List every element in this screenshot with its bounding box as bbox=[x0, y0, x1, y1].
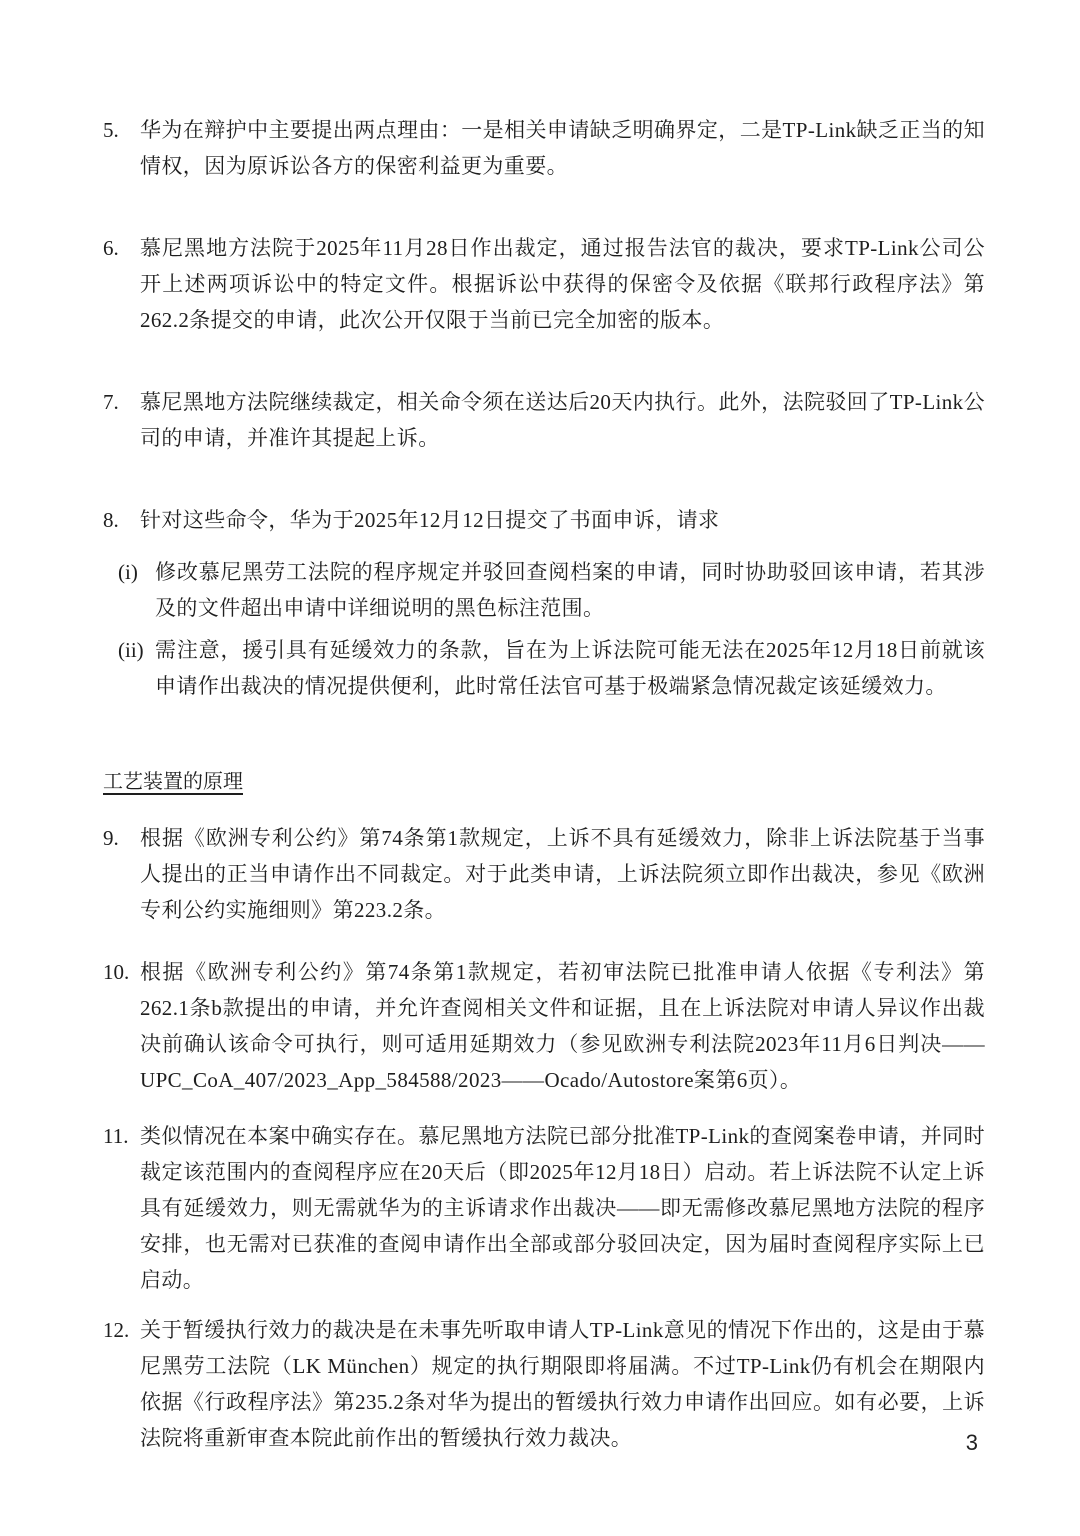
sub-item-ii bbox=[103, 632, 985, 704]
item-text: 根据《欧洲专利公约》第74条第1款规定，若初审法院已批准申请人依据《专利法》第262.1条b款提出的申请，并允许查阅相关文件和证据，且在上诉法院对申请人异议作出裁决前确认该命令可执行，则可适用延期效力（参见欧洲专利法院2023年11月6日判决——UPC_CoA_407/2023_App_584588/2023——Ocado/Autostore案第6页）。 bbox=[140, 960, 985, 1092]
item-text: 针对这些命令，华为于2025年12月12日提交了书面申诉，请求 bbox=[140, 508, 720, 532]
item-number: 7. bbox=[103, 390, 119, 414]
list-item-7 bbox=[103, 384, 985, 456]
sub-item-i bbox=[103, 554, 985, 626]
item-text: 类似情况在本案中确实存在。慕尼黑地方法院已部分批准TP-Link的查阅案卷申请，并同时裁定该范围内的查阅程序应在20天后（即2025年12月18日）启动。若上诉法院不认定上诉具有延缓效力，则无需就华为的主诉请求作出裁决——即无需修改慕尼黑地方法院的程序安排，也无需对已获准的查阅申请作出全部或部分驳回决定，因为届时查阅程序实际上已启动。 bbox=[140, 1124, 985, 1292]
item-number: 9. bbox=[103, 826, 119, 850]
list-item-10 bbox=[103, 954, 985, 1098]
section-heading: 工艺装置的原理 bbox=[103, 771, 243, 793]
sub-item-number: (i) bbox=[118, 560, 138, 584]
sub-item-text: 修改慕尼黑劳工法院的程序规定并驳回查阅档案的申请，同时协助驳回该申请，若其涉及的文件超出申请中详细说明的黑色标注范围。 bbox=[155, 560, 985, 620]
item-number: 8. bbox=[103, 508, 119, 532]
sub-item-text: 需注意，援引具有延缓效力的条款，旨在为上诉法院可能无法在2025年12月18日前就该申请作出裁决的情况提供便利，此时常任法官可基于极端紧急情况裁定该延缓效力。 bbox=[155, 638, 985, 698]
item-text: 慕尼黑地方法院于2025年11月28日作出裁定，通过报告法官的裁决，要求TP-Link公司公开上述两项诉讼中的特定文件。根据诉讼中获得的保密令及依据《联邦行政程序法》第262.2条提交的申请，此次公开仅限于当前已完全加密的版本。 bbox=[140, 236, 985, 332]
item-text: 华为在辩护中主要提出两点理由：一是相关申请缺乏明确界定，二是TP-Link缺乏正当的知情权，因为原诉讼各方的保密利益更为重要。 bbox=[140, 118, 985, 178]
item-number: 5. bbox=[103, 118, 119, 142]
list-item-11 bbox=[103, 1118, 985, 1298]
list-item-12 bbox=[103, 1312, 985, 1456]
item-number: 10. bbox=[103, 960, 130, 984]
list-item-8 bbox=[103, 502, 985, 538]
page-number: 3 bbox=[965, 1430, 978, 1455]
list-item-5 bbox=[103, 112, 985, 184]
list-item-6 bbox=[103, 230, 985, 338]
item-text: 关于暂缓执行效力的裁决是在未事先听取申请人TP-Link意见的情况下作出的，这是由于慕尼黑劳工法院（LK München）规定的执行期限即将届满。不过TP-Link仍有机会在期限内依据《行政程序法》第235.2条对华为提出的暂缓执行效力申请作出回应。如有必要，上诉法院将重新审查本院此前作出的暂缓执行效力裁决。 bbox=[140, 1318, 985, 1450]
list-item-9 bbox=[103, 820, 985, 928]
item-number: 12. bbox=[103, 1318, 130, 1342]
document-content bbox=[103, 112, 985, 1456]
item-number: 6. bbox=[103, 236, 119, 260]
item-text: 慕尼黑地方法院继续裁定，相关命令须在送达后20天内执行。此外，法院驳回了TP-Link公司的申请，并准许其提起上诉。 bbox=[140, 390, 985, 450]
item-text: 根据《欧洲专利公约》第74条第1款规定，上诉不具有延缓效力，除非上诉法院基于当事人提出的正当申请作出不同裁定。对于此类申请，上诉法院须立即作出裁决，参见《欧洲专利公约实施细则》第223.2条。 bbox=[140, 826, 985, 922]
sub-item-number: (ii) bbox=[118, 638, 144, 662]
item-number: 11. bbox=[103, 1124, 129, 1148]
